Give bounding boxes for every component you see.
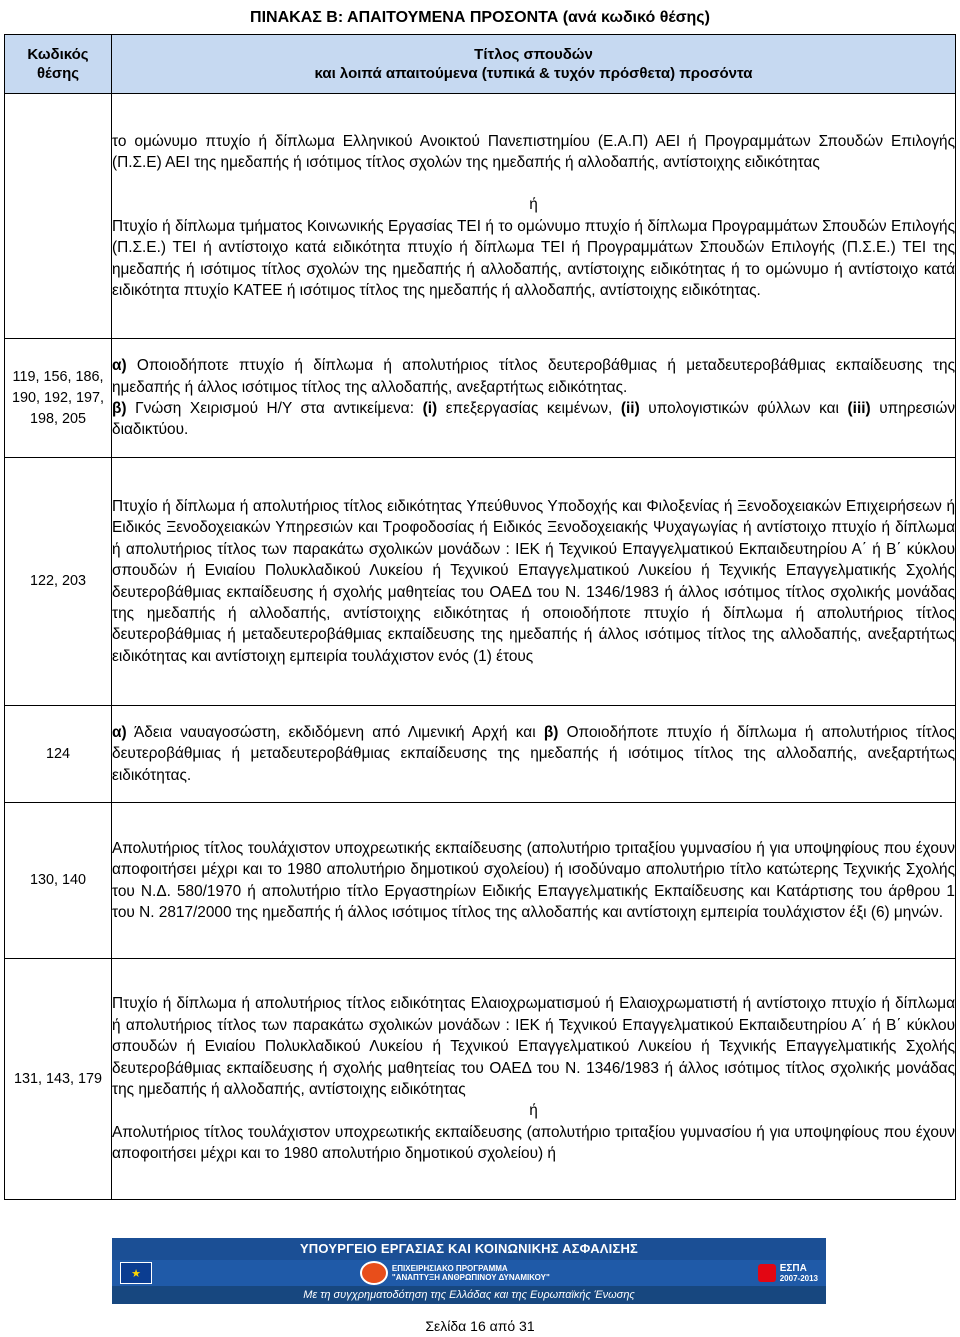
page-title: ΠΙΝΑΚΑΣ Β: ΑΠΑΙΤΟΥΜΕΝΑ ΠΡΟΣΟΝΤΑ (ανά κωδικό θέσης) bbox=[250, 9, 710, 26]
item-label: β) bbox=[543, 723, 559, 741]
item-label: (iii) bbox=[847, 400, 871, 417]
item-label: α) bbox=[112, 723, 127, 741]
code-cell: 124 bbox=[5, 706, 112, 803]
code-cell bbox=[5, 94, 112, 339]
description-paragraph: Απολυτήριος τίτλος τουλάχιστον υποχρεωτικής εκπαίδευσης (απολυτήριο τριταξίου γυμνασίου ή για υποψηφίους που έχουν αποφοιτήσει μέχρι και το 1980 απολυτήριο δημοτικού σχολείου) ή bbox=[112, 1123, 955, 1163]
header-title-line1: Τίτλος σπουδών bbox=[474, 46, 593, 63]
code-cell: 131, 143, 179 bbox=[5, 959, 112, 1200]
item-text: επεξεργασίας κειμένων, bbox=[445, 400, 613, 417]
programme-icon bbox=[360, 1261, 388, 1285]
code-cell: 119, 156, 186, 190, 192, 197, 198, 205 bbox=[5, 339, 112, 458]
table-row bbox=[5, 803, 956, 959]
table-row bbox=[5, 94, 956, 339]
description-paragraph: Πτυχίο ή δίπλωμα ή απολυτήριος τίτλος ειδικότητας Ελαιοχρωματισμού ή Ελαιοχρωματιστή ή αντίστοιχο πτυχίο ή δίπλωμα ή απολυτήριος τίτλος των παρακάτω σχολικών μονάδων : ΙΕΚ ή Τεχνικού Επαγγελματικού Εκπαιδευτηρίου Α΄ ή Β΄ κύκλου σπουδών ή Ενιαίου Πολυκλαδικού Λυκείου ή Τεχνικού Επαγγελματικού Λυκείου ή Τεχνικής Επαγγελματικής Σχολής δευτεροβάθμιας εκπαίδευσης ή σχολής μαθητείας του ΟΑΕΔ του Ν. 1346/1983 ή άλλος ισότιμος τίτλος σχολικής μονάδας της ημεδαπής ή αλλοδαπής, αντίστοιχης ειδικότητας bbox=[112, 995, 955, 1098]
description-cell bbox=[112, 94, 956, 339]
description-cell bbox=[112, 339, 956, 458]
item-label: (ii) bbox=[620, 400, 640, 417]
description-paragraph bbox=[112, 355, 955, 398]
item-text: Οποιοδήποτε πτυχίο ή δίπλωμα ή απολυτήριος τίτλος δευτεροβάθμιας ή μεταδευτεροβάθμιας εκπαίδευσης της ημεδαπής ή άλλος ισότιμος τίτλος της αλλοδαπής, ανεξαρτήτως ειδικότητας. bbox=[112, 357, 955, 396]
description-paragraph: Πτυχίο ή δίπλωμα ή απολυτήριος τίτλος ειδικότητας Υπεύθυνος Υποδοχής και Φιλοξενίας ή Ξενοδοχειακών Επιχειρήσεων ή Ειδικός Ξενοδοχειακών Υπηρεσιών και Τροφοδοσίας ή Ειδικός Ξενοδοχειακής Ψυχαγωγίας ή αντίστοιχο πτυχίο ή δίπλωμα ή απολυτήριος τίτλος των παρακάτω σχολικών μονάδων : ΙΕΚ ή Τεχνικού Επαγγελματικού Εκπαιδευτηρίου Α΄ ή Β΄ κύκλου σπουδών ή Ενιαίου Πολυκλαδικού Λυκείου ή Τεχνικού Επαγγελματικού Λυκείου ή Τεχνικής Επαγγελματικής Σχολής δευτεροβάθμιας εκπαίδευσης ή σχολής μαθητείας του ΟΑΕΔ του Ν. 1346/1983 ή άλλος ισότιμος τίτλος σχολικής μονάδας της ημεδαπής ή αλλοδαπής, αντίστοιχης ειδικότητας ή οποιοδήποτε πτυχίο ή δίπλωμα ή απολυτήριος τίτλος δευτεροβάθμιας ή μεταδευτεροβάθμιας εκπαίδευσης της ημεδαπής ή άλλος ισότιμος τίτλος της αλλοδαπής, ανεξαρτήτως ειδικότητας και αντίστοιχη εμπειρία τουλάχιστον ενός (1) έτους bbox=[112, 497, 955, 665]
description-paragraph: Απολυτήριος τίτλος τουλάχιστον υποχρεωτικής εκπαίδευσης (απολυτήριο τριταξίου γυμνασίου ή για υποψηφίους που έχουν αποφοιτήσει μέχρι και το 1980 απολυτήριο δημοτικού σχολείου) ή ισοδύναμο απολυτήριο τίτλο κατώτερης Τεχνικής Σχολής του Ν.Δ. 580/1970 ή απολυτήριο τίτλο Εργαστηρίων Ειδικής Επαγγελματικής Εκπαίδευσης και Κατάρτισης του άρθρου 1 του Ν. 2817/2000 της ημεδαπής ή άλλος ισότιμος τίτλος της αλλοδαπής και αντίστοιχη εμπειρία τουλάχιστον έξι (6) μηνών. bbox=[112, 839, 955, 921]
cofinancing-note: Με τη συγχρηματοδότηση της Ελλάδας και της Ευρωπαϊκής Ένωσης bbox=[112, 1286, 826, 1304]
header-code-cell bbox=[5, 35, 112, 94]
espa-logo bbox=[758, 1263, 818, 1283]
description-cell bbox=[112, 458, 956, 706]
table-row bbox=[5, 458, 956, 706]
item-text: Άδεια ναυαγοσώστη, εκδιδόμενη από Λιμενική Αρχή και bbox=[133, 723, 536, 741]
header-code-line1: Κωδικός bbox=[27, 46, 89, 63]
item-label: (i) bbox=[422, 400, 438, 417]
code-cell: 130, 140 bbox=[5, 803, 112, 959]
item-text: υπηρεσιών διαδικτύου. bbox=[112, 400, 956, 439]
item-text: Γνώση Χειρισμού Η/Υ στα αντικείμενα: bbox=[135, 400, 414, 417]
logo-strip bbox=[112, 1260, 826, 1286]
item-text: Οποιοδήποτε πτυχίο ή δίπλωμα ή απολυτήριος τίτλος δευτεροβάθμιας ή μεταδευτεροβάθμιας εκπαίδευσης της ημεδαπής ή ισότιμος τίτλος της αλλοδαπής, ανεξαρτήτως ειδικότητας. bbox=[112, 723, 955, 784]
item-label: α) bbox=[112, 357, 127, 375]
espa-icon bbox=[758, 1264, 776, 1282]
table-row bbox=[5, 959, 956, 1200]
espa-label: ΕΣΠΑ bbox=[779, 1263, 807, 1274]
or-separator: ή bbox=[529, 196, 538, 214]
description-cell bbox=[112, 706, 956, 803]
programme-line1: ΕΠΙΧΕΙΡΗΣΙΑΚΟ ΠΡΟΓΡΑΜΜΑ bbox=[391, 1264, 508, 1273]
header-code-line2: θέσης bbox=[36, 65, 80, 82]
operational-programme-logo bbox=[360, 1261, 550, 1285]
description-paragraph bbox=[112, 398, 955, 441]
header-title-line2: και λοιπά απαιτούμενα (τυπικά & τυχόν πρόσθετα) προσόντα bbox=[314, 65, 753, 82]
description-cell bbox=[112, 959, 956, 1200]
eu-flag-icon: ★ bbox=[120, 1262, 152, 1284]
table-header-row bbox=[5, 35, 956, 94]
espa-years: 2007-2013 bbox=[779, 1274, 818, 1283]
description-paragraph bbox=[112, 722, 955, 786]
code-cell: 122, 203 bbox=[5, 458, 112, 706]
item-text: υπολογιστικών φύλλων και bbox=[648, 400, 839, 417]
description-paragraph: το ομώνυμο πτυχίο ή δίπλωμα Ελληνικού Ανοικτού Πανεπιστημίου (Ε.Α.Π) ΑΕΙ ή Προγραμμάτων Σπουδών Επιλογής (Π.Σ.Ε) ΑΕΙ της ημεδαπής ή ισότιμος τίτλος σχολών της ημεδαπής ή αλλοδαπής, αντίστοιχης ειδικότητας bbox=[112, 132, 955, 171]
header-title-cell bbox=[112, 35, 956, 94]
funding-banner bbox=[112, 1238, 826, 1304]
requirements-table bbox=[4, 34, 956, 1200]
item-label: β) bbox=[112, 400, 127, 417]
description-paragraph: Πτυχίο ή δίπλωμα τμήματος Κοινωνικής Εργασίας ΤΕΙ ή το ομώνυμο πτυχίο ή δίπλωμα Προγραμμάτων Σπουδών Επιλογής (Π.Σ.Ε.) ΤΕΙ ή αντίστοιχο κατά ειδικότητα πτυχίο ή δίπλωμα ΤΕΙ ή Προγραμμάτων Σπουδών Επιλογής (Π.Σ.Ε.) ΤΕΙ της ημεδαπής ή ισότιμος τίτλος σχολών της ημεδαπής ή αλλοδαπής, αντίστοιχης ειδικότητας ή το ομώνυμο ή αντίστοιχο κατά ειδικότητα πτυχίο ΚΑΤΕΕ ή ισότιμος τίτλος της ημεδαπής ή αλλοδαπής, αντίστοιχης ειδικότητας. bbox=[112, 217, 955, 300]
table-row bbox=[5, 706, 956, 803]
page-number: Σελίδα 16 από 31 bbox=[425, 1318, 535, 1334]
table-row bbox=[5, 339, 956, 458]
description-cell bbox=[112, 803, 956, 959]
programme-line2: "ΑΝΑΠΤΥΞΗ ΑΝΘΡΩΠΙΝΟΥ ΔΥΝΑΜΙΚΟΥ" bbox=[391, 1273, 550, 1282]
or-separator: ή bbox=[529, 1102, 538, 1120]
ministry-label: ΥΠΟΥΡΓΕΙΟ ΕΡΓΑΣΙΑΣ ΚΑΙ ΚΟΙΝΩΝΙΚΗΣ ΑΣΦΑΛΙΣΗΣ bbox=[112, 1238, 826, 1260]
